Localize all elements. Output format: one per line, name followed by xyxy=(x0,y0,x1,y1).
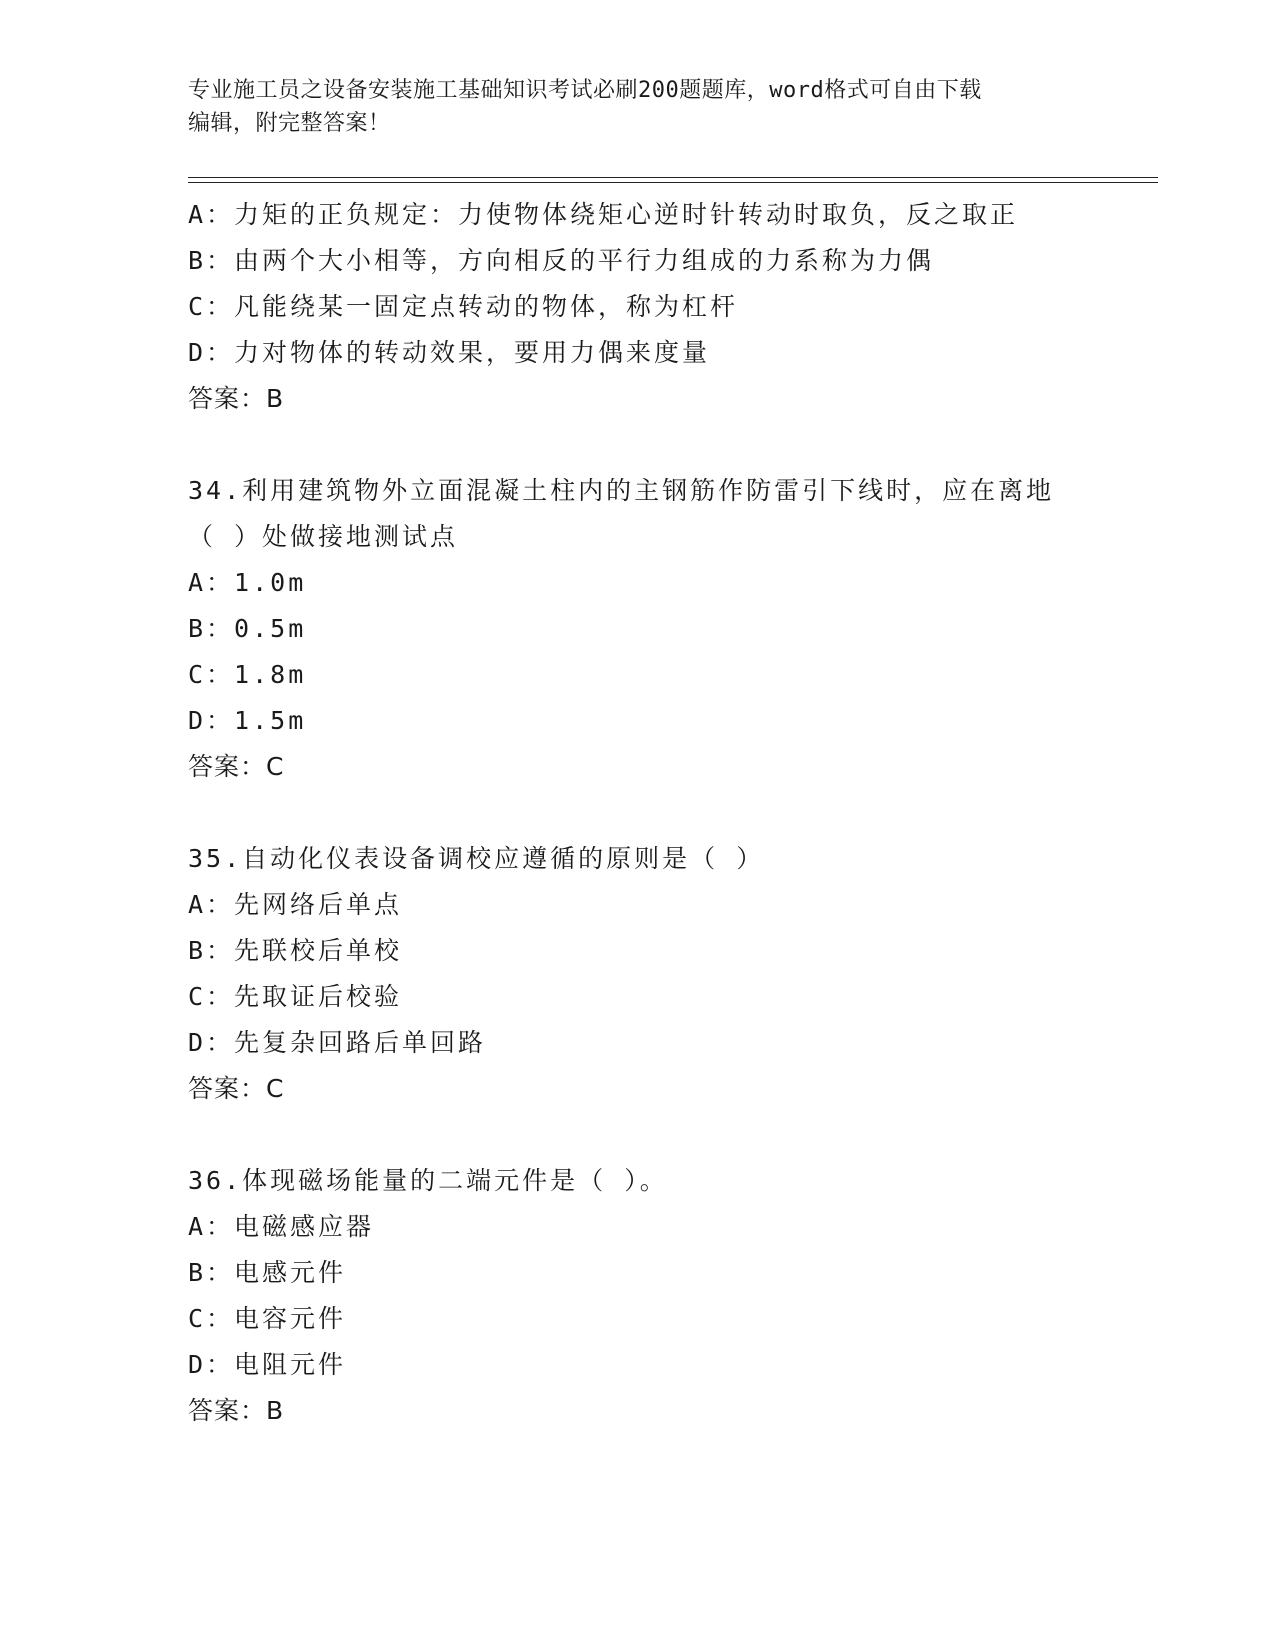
answer: 答案：C xyxy=(188,1074,285,1103)
option-d: D：力对物体的转动效果，要用力偶来度量 xyxy=(188,338,711,367)
option-a: A：电磁感应器 xyxy=(188,1212,375,1241)
option-d: D：电阻元件 xyxy=(188,1350,347,1379)
answer: 答案：B xyxy=(188,1396,285,1425)
option-c: C：1.8m xyxy=(188,660,307,689)
option-c: C：电容元件 xyxy=(188,1304,347,1333)
spacer xyxy=(188,790,1158,836)
header-line-2: 编辑，附完整答案！ xyxy=(188,111,391,136)
option-b: B：0.5m xyxy=(188,614,307,643)
option-c: C：先取证后校验 xyxy=(188,982,403,1011)
option-d: D：1.5m xyxy=(188,706,307,735)
question-36 xyxy=(188,1158,1158,1434)
option-b: B：电感元件 xyxy=(188,1258,347,1287)
spacer xyxy=(188,1112,1158,1158)
answer: 答案：B xyxy=(188,384,285,413)
document-header xyxy=(188,74,1088,140)
question-34 xyxy=(188,468,1158,790)
question-text-line-1: 34.利用建筑物外立面混凝土柱内的主钢筋作防雷引下线时，应在离地 xyxy=(188,476,1055,505)
answer: 答案：C xyxy=(188,752,285,781)
header-divider-top xyxy=(188,177,1158,178)
question-text-line-2: （ ）处做接地测试点 xyxy=(188,522,459,551)
option-d: D：先复杂回路后单回路 xyxy=(188,1028,487,1057)
option-a: A：力矩的正负规定：力使物体绕矩心逆时针转动时取负，反之取正 xyxy=(188,200,1019,229)
option-b: B：先联校后单校 xyxy=(188,936,403,965)
header-line-1: 专业施工员之设备安装施工基础知识考试必刷200题题库，word格式可自由下载 xyxy=(188,78,982,103)
option-a: A：1.0m xyxy=(188,568,307,597)
option-c: C：凡能绕某一固定点转动的物体，称为杠杆 xyxy=(188,292,739,321)
spacer xyxy=(188,422,1158,468)
question-35 xyxy=(188,836,1158,1112)
header-divider-bottom xyxy=(188,182,1158,183)
question-text: 36.体现磁场能量的二端元件是（ ）。 xyxy=(188,1166,668,1195)
option-a: A：先网络后单点 xyxy=(188,890,403,919)
option-b: B：由两个大小相等，方向相反的平行力组成的力系称为力偶 xyxy=(188,246,935,275)
question-text: 35.自动化仪表设备调校应遵循的原则是（ ） xyxy=(188,844,765,873)
question-list xyxy=(188,192,1158,1434)
question-33 xyxy=(188,192,1158,422)
